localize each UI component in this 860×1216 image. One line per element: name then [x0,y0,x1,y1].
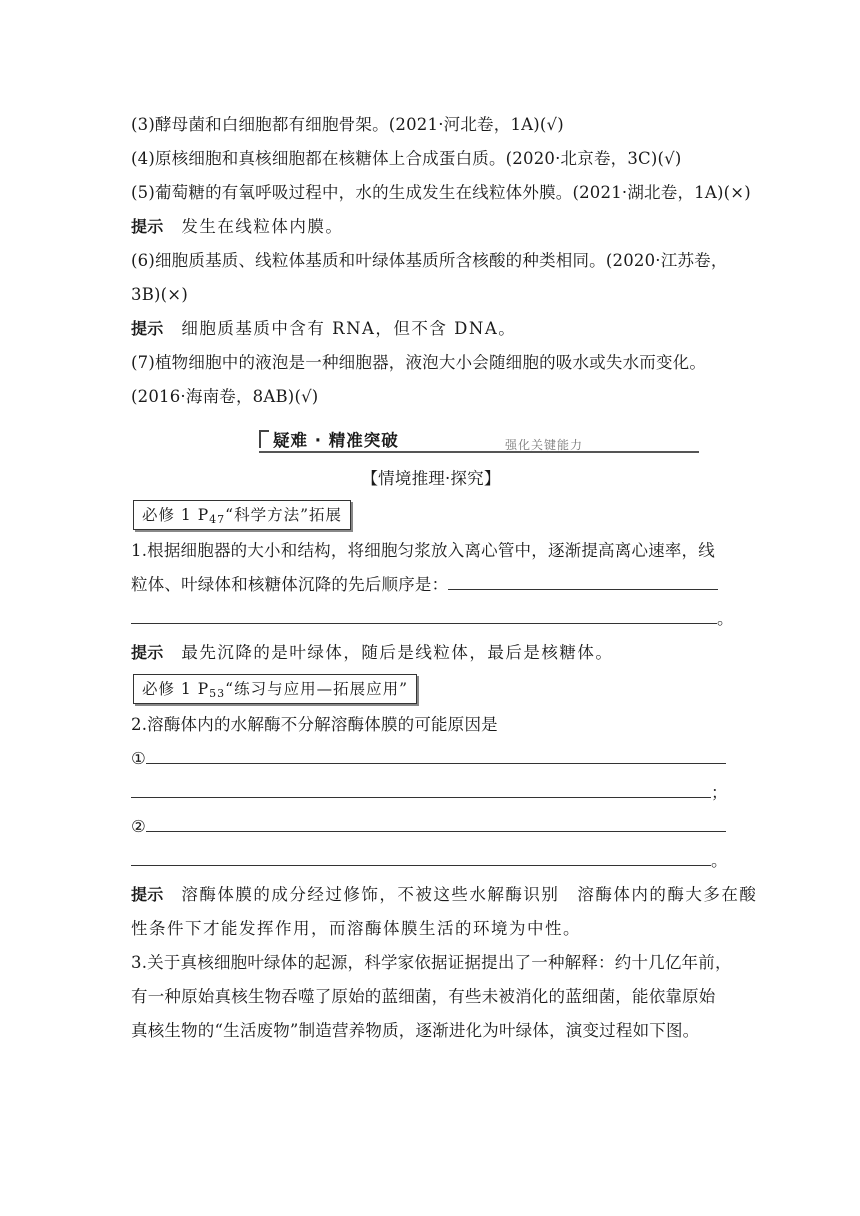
section-title: 【情境推理·探究】 [361,469,501,488]
item-6-line1: (6)细胞质基质、线粒体基质和叶绿体基质所含核酸的种类相同。(2020·江苏卷， [131,251,728,270]
item-7-line1: (7)植物细胞中的液泡是一种细胞器，液泡大小会随细胞的吸水或失水而变化。 [131,353,707,372]
question-3-line3: 真核生物的“生活废物”制造营养物质，逐渐进化为叶绿体，演变过程如下图。 [131,1021,700,1040]
answer-line-2b [131,844,731,878]
box-ref-prefix: 必修 1 P [142,506,210,524]
box-ref-topic: “科学方法”拓展 [225,506,343,524]
banner-title: 疑难 · 精准突破 [273,431,399,450]
question-3-line2: 有一种原始真核生物吞噬了原始的蓝细菌，有些未被消化的蓝细菌，能依靠原始 [131,987,716,1006]
answer-blank[interactable] [448,569,718,590]
box-ref-topic: “练习与应用—拓展应用” [225,680,409,698]
item-6-line2: 3B)(×) [131,285,188,304]
hint-text: 性条件下才能发挥作用，而溶酶体膜生活的环境为中性。 [131,919,581,938]
hint-6 [131,312,731,346]
answer-line-2a [131,810,731,844]
hint-text: 最先沉降的是叶绿体，随后是线粒体，最后是核糖体。 [181,643,614,662]
answer-line-1a [131,742,731,776]
question-1-text: 粒体、叶绿体和核糖体沉降的先后顺序是： [131,575,449,594]
circle-number-1: ① [131,749,146,768]
hint-label: 提示 [131,319,164,338]
hint-label: 提示 [131,885,164,904]
question-1-line1: 1.根据细胞器的大小和结构，将细胞匀浆放入离心管中，逐渐提高离心速率，线 [131,541,715,560]
section-banner [131,420,731,456]
answer-blank[interactable] [146,811,726,832]
hint-text: 细胞质基质中含有 RNA，但不含 DNA。 [181,319,517,338]
question-1-line2 [131,568,731,602]
answer-blank[interactable] [131,845,711,866]
hint-label: 提示 [131,643,164,662]
box-ref-prefix: 必修 1 P [142,680,210,698]
document-page [131,108,758,1048]
question-3-line1: 3.关于真核细胞叶绿体的起源，科学家依据证据提出了一种解释：约十几亿年前， [131,953,732,972]
item-5: (5)葡萄糖的有氧呼吸过程中，水的生成发生在线粒体外膜。(2021·湖北卷，1A)(×) [131,183,751,202]
banner-rule [259,451,699,453]
item-4: (4)原核细胞和真核细胞都在核糖体上合成蛋白质。(2020·北京卷，3C)(√) [131,149,682,168]
box-ref-page: 53 [209,687,226,700]
banner-mark [259,430,269,448]
hint-text: 溶酶体膜的成分经过修饰，不被这些水解酶识别 溶酶体内的酶大多在酸 [181,885,758,904]
hint-q1 [131,636,731,670]
answer-blank[interactable] [146,743,726,764]
item-3: (3)酵母菌和白细胞都有细胞骨架。(2021·河北卷，1A)(√) [131,115,564,134]
answer-blank[interactable] [131,603,717,624]
item-7-line2: (2016·海南卷，8AB)(√) [131,387,319,406]
circle-number-2: ② [131,817,146,836]
answer-blank[interactable] [131,777,711,798]
hint-text: 发生在线粒体内膜。 [181,217,344,236]
period: 。 [717,609,734,628]
answer-line-1b [131,776,731,810]
semicolon: ； [711,783,728,802]
textbook-reference-box-2 [133,674,417,704]
banner-subtitle: 强化关键能力 [505,438,584,452]
box-ref-page: 47 [209,513,226,526]
hint-q2-line1 [131,878,758,912]
period: 。 [711,851,728,870]
answer-line [131,602,734,636]
hint-5 [131,210,731,244]
hint-label: 提示 [131,217,164,236]
question-2-line1: 2.溶酶体内的水解酶不分解溶酶体膜的可能原因是 [131,715,498,734]
textbook-reference-box-1 [133,500,351,530]
hint-q2-line2 [131,912,731,946]
